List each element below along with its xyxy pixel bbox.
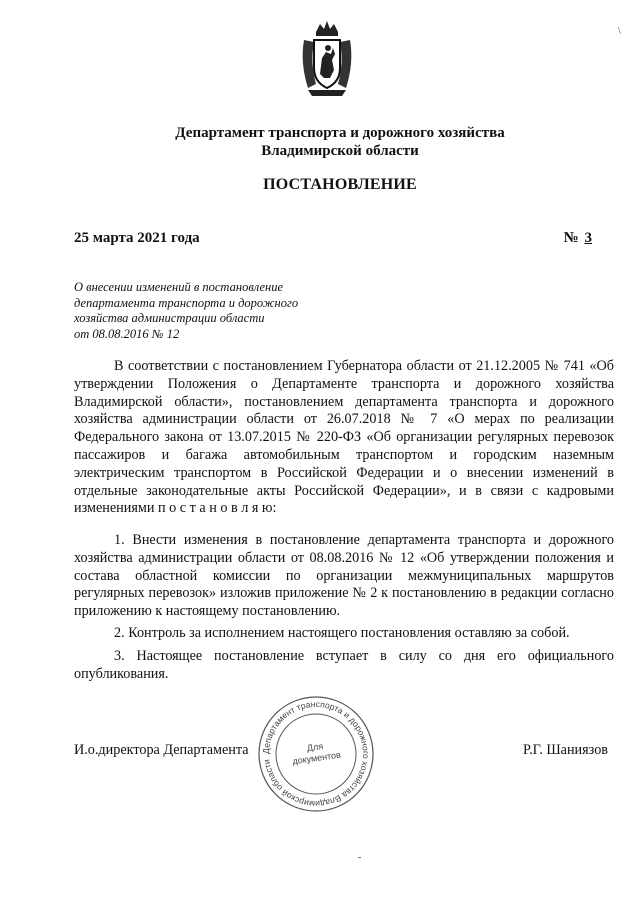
subject-line: хозяйства администрации области xyxy=(74,311,265,325)
subject-line: О внесении изменений в постановление xyxy=(74,280,284,294)
coat-of-arms-icon xyxy=(298,18,356,98)
stamp-center-line-1: Для xyxy=(306,740,324,754)
item-2-paragraph: 2. Контроль за исполнением настоящего постановления оставляю за собой. xyxy=(114,625,570,641)
item-1-paragraph: 1. Внести изменения в постановление департамента транспорта и дорожного хозяйства администрации области от 08.08.2016 № 12 «Об утверждении положения и состава областной комиссии по организации межмуниципальных маршрутов регулярных перевозок» изложив приложение № 2 к постановлению в редакции согласно приложению к настоящему постановлению. xyxy=(74,532,614,620)
document-type-title: ПОСТАНОВЛЕНИЕ xyxy=(263,176,417,193)
signer-position: И.о.директора Департамента xyxy=(74,742,249,758)
stamp-center-line-2: документов xyxy=(291,749,342,767)
document-subject xyxy=(74,280,324,342)
subject-line: департамента транспорта и дорожного xyxy=(74,295,299,310)
document-date: 25 марта 2021 года xyxy=(74,230,200,246)
official-stamp xyxy=(256,694,376,814)
scan-mark: \ xyxy=(618,26,621,37)
signer-name: Р.Г. Шаниязов xyxy=(523,742,608,758)
number-value: 3 xyxy=(584,230,592,246)
document-number xyxy=(564,230,600,247)
item-3-paragraph: 3. Настоящее постановление вступает в силу со дня его официального опубликования. xyxy=(74,648,614,682)
subject-line: от 08.08.2016 № 12 xyxy=(74,326,180,341)
stamp-ring-text: Департамент транспорта и дорожного хозяйства Владимирской области xyxy=(260,698,372,810)
number-prefix: № xyxy=(563,230,579,246)
org-name-line-2: Владимирской области xyxy=(261,143,419,159)
scan-mark: - xyxy=(358,852,362,863)
org-name-line-1: Департамент транспорта и дорожного хозяйства xyxy=(175,125,505,141)
preamble-paragraph: В соответствии с постановлением Губернатора области от 21.12.2005 № 741 «Об утверждении Положения о Департаменте транспорта и дорожного хозяйства Владимирской области», постановлением департамента транспорта и дорожного хозяйства администрации области от 26.07.2018 № 7 «О мерах по реализации Федерального закона от 13.07.2015 № 220-ФЗ «Об организации регулярных перевозок пассажиров и багажа автомобильным транспортом и городским наземным электрическим транспортом в Российской Федерации и о внесении изменений в отдельные законодательные акты Российской Федерации», и в связи с кадровыми изменениями п о с т а н о в л я ю: xyxy=(74,358,614,517)
